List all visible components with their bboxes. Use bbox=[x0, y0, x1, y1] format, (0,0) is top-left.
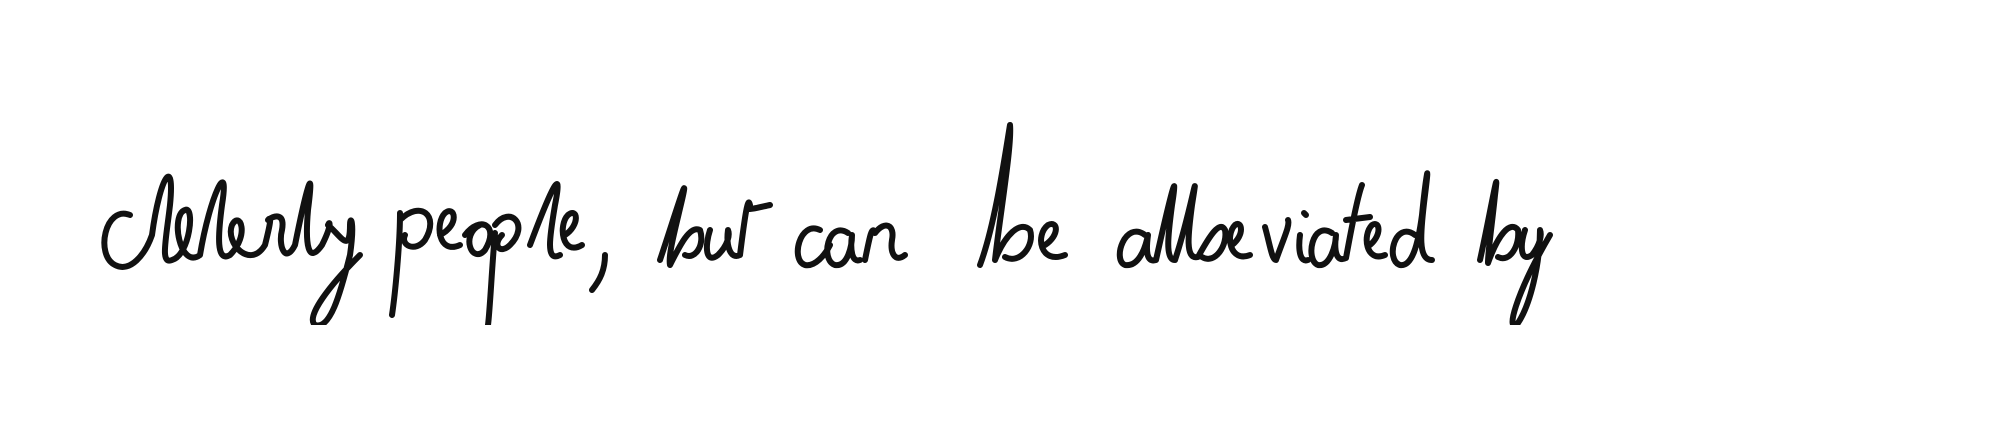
transcription bbox=[110, 150, 1910, 253]
